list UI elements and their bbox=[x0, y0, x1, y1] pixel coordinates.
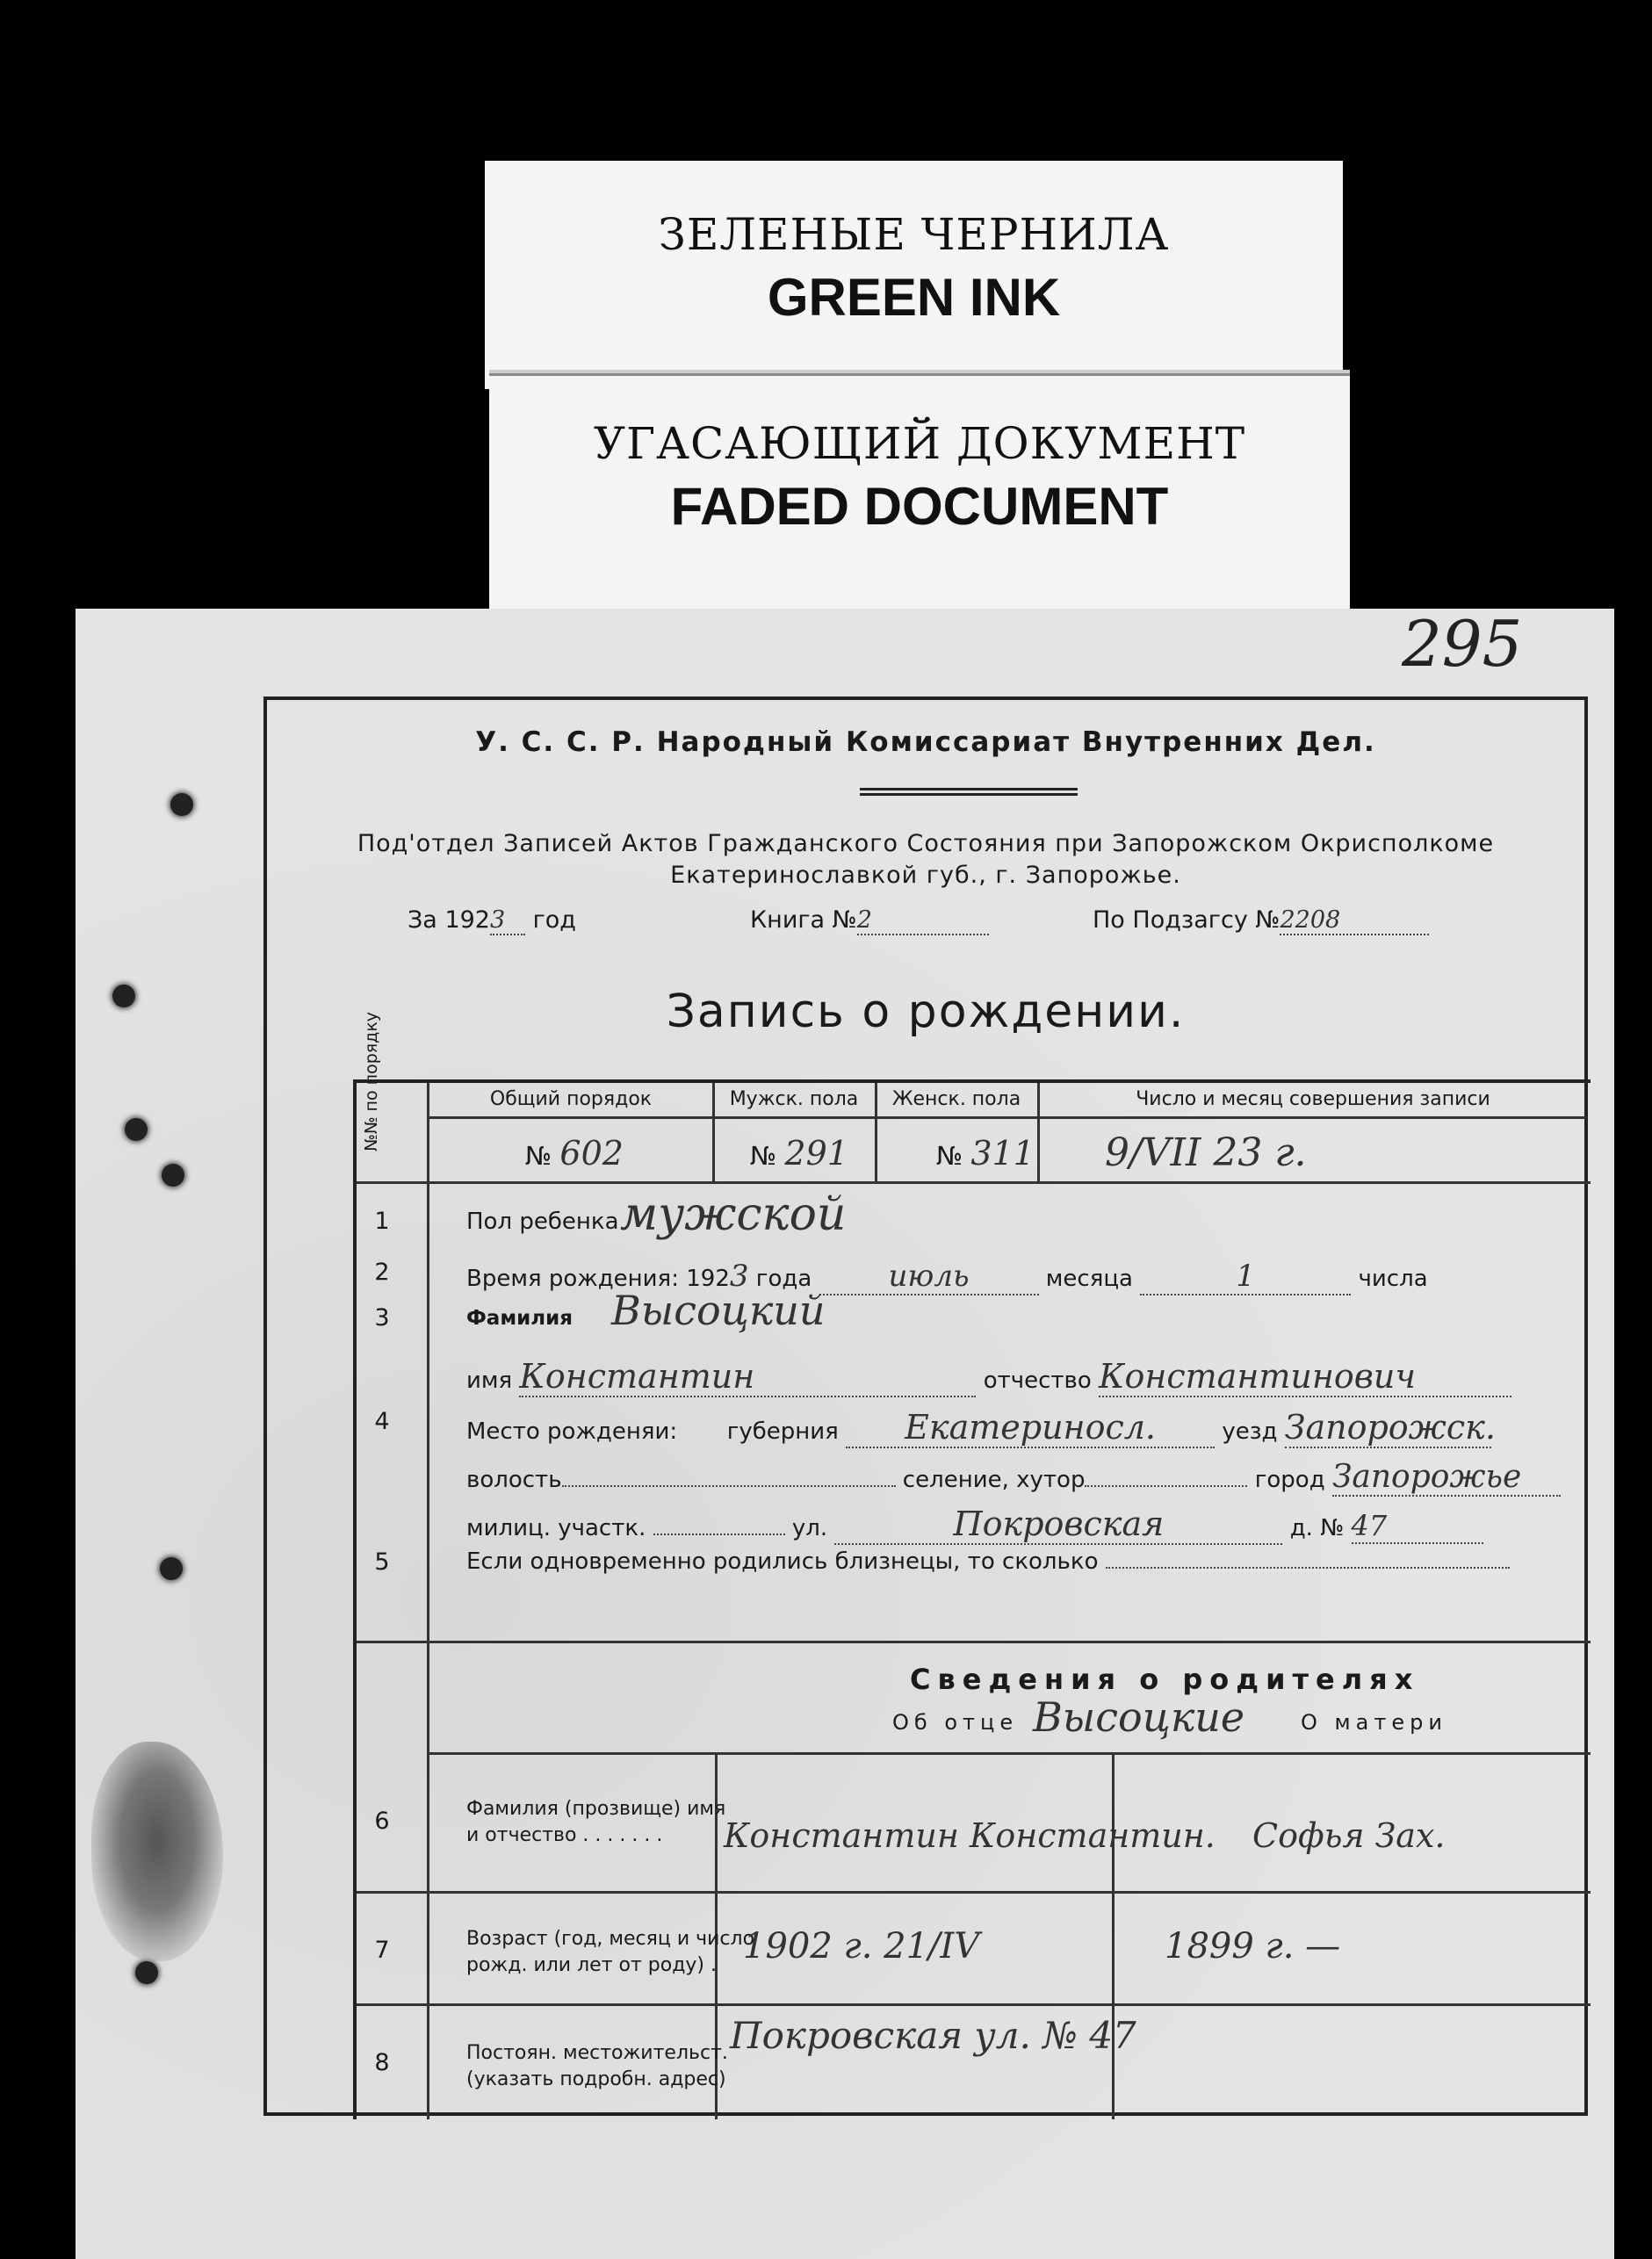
number-prefix: № bbox=[936, 1141, 963, 1171]
row-number-header: №№ по порядку bbox=[362, 1011, 381, 1151]
birth-year-prefix: 192 bbox=[686, 1266, 730, 1292]
page-number: 295 bbox=[1402, 607, 1523, 681]
table-divider bbox=[1112, 1752, 1115, 2119]
year-suffix: год bbox=[532, 906, 576, 934]
gubernia-label: губерния bbox=[726, 1418, 839, 1445]
table-divider bbox=[357, 2003, 1591, 2006]
father-age-value: 1902 г. 21/IV bbox=[743, 1926, 980, 1967]
table-divider bbox=[427, 1752, 1591, 1755]
patronymic-label: отчество bbox=[983, 1368, 1092, 1394]
row-number: 3 bbox=[374, 1304, 390, 1332]
header-department bbox=[267, 828, 1584, 891]
parents-age-label bbox=[466, 1926, 754, 1979]
punch-hole bbox=[162, 1164, 184, 1187]
parents-name-label bbox=[466, 1796, 725, 1849]
row-number: 4 bbox=[374, 1408, 390, 1435]
faded-document-label-ru: УГАСАЮЩИЙ ДОКУМЕНТ bbox=[593, 418, 1246, 469]
header-department-line: Под'отдел Записей Актов Гражданского Состояния при Запорожском Окрисполкоме bbox=[357, 830, 1495, 857]
male-number bbox=[750, 1134, 848, 1173]
militia-label: милиц. участк. bbox=[466, 1515, 646, 1541]
table-divider bbox=[427, 1083, 429, 2119]
year-label: За 192 bbox=[408, 906, 490, 934]
subtable-number bbox=[1093, 906, 1429, 935]
parents-age-label-line: рожд. или лет от роду) . bbox=[466, 1954, 717, 1976]
child-sex-label: Пол ребенка bbox=[466, 1209, 619, 1235]
header-divider bbox=[860, 793, 1078, 796]
parents-name-label-line: и отчество . . . . . . . bbox=[466, 1824, 663, 1846]
row-number: 2 bbox=[374, 1259, 390, 1286]
birth-year-suffix: года bbox=[755, 1266, 812, 1292]
selenie-label: селение, хутор bbox=[902, 1467, 1086, 1493]
birth-year-value: 3 bbox=[729, 1259, 749, 1294]
faded-document-label bbox=[489, 373, 1350, 609]
twins-label: Если одновременно родились близнецы, то сколько bbox=[466, 1548, 1099, 1575]
residence-label-line: Постоян. местожительст. bbox=[466, 2042, 728, 2064]
year-value: 3 bbox=[490, 906, 525, 935]
green-ink-label-en: GREEN INK bbox=[767, 268, 1061, 327]
surname-label: Фамилия bbox=[466, 1307, 573, 1330]
birthplace-row bbox=[466, 1408, 1496, 1448]
locality-row bbox=[466, 1459, 1561, 1497]
table-divider bbox=[357, 1641, 1591, 1643]
record-date-header: Число и месяц совершения записи bbox=[1136, 1088, 1490, 1110]
green-ink-label bbox=[485, 161, 1343, 389]
male-header: Мужск. пола bbox=[729, 1088, 859, 1110]
ink-stain bbox=[91, 1742, 223, 1961]
row-number: 1 bbox=[374, 1208, 390, 1235]
green-ink-label-ru: ЗЕЛЕНЫЕ ЧЕРНИЛА bbox=[658, 209, 1170, 260]
number-prefix: № bbox=[525, 1141, 552, 1171]
birth-month-value: июль bbox=[819, 1259, 1039, 1295]
header-divider bbox=[860, 788, 1078, 790]
uezd-value: Запорожск. bbox=[1284, 1408, 1496, 1447]
number-prefix: № bbox=[750, 1141, 777, 1171]
header-location-line: Екатеринославкой губ., г. Запорожье. bbox=[670, 862, 1181, 889]
birth-month-label: месяца bbox=[1045, 1266, 1133, 1292]
punch-hole bbox=[170, 793, 193, 816]
header-commissariat: У. С. С. Р. Народный Комиссариат Внутренних Дел. bbox=[475, 726, 1376, 758]
record-year bbox=[408, 906, 576, 935]
patronymic-value: Константинович bbox=[1099, 1357, 1511, 1397]
surname-value: Высоцкий bbox=[611, 1287, 826, 1334]
subtable-value: 2208 bbox=[1280, 906, 1429, 935]
record-date-value: 9/VII 23 г. bbox=[1105, 1130, 1307, 1175]
female-value: 311 bbox=[970, 1134, 1035, 1173]
general-order-value: 602 bbox=[559, 1134, 624, 1173]
birthplace-label: Место рожденяи: bbox=[466, 1418, 678, 1445]
punch-hole bbox=[135, 1961, 158, 1984]
mother-column-header: О матери bbox=[1301, 1710, 1447, 1735]
gubernia-value: Екатериносл. bbox=[846, 1408, 1215, 1448]
row-number: 6 bbox=[374, 1808, 390, 1835]
male-value: 291 bbox=[784, 1134, 848, 1173]
birth-record-form bbox=[263, 696, 1588, 2116]
street-label: ул. bbox=[791, 1515, 828, 1541]
row-number: 7 bbox=[374, 1937, 390, 1964]
parents-name-label-line: Фамилия (прозвище) имя bbox=[466, 1798, 726, 1820]
residence-value: Покровская ул. № 47 bbox=[730, 2014, 1136, 2057]
general-order-number bbox=[525, 1134, 624, 1173]
table-divider bbox=[427, 1116, 1586, 1119]
name-value: Константин bbox=[519, 1357, 976, 1397]
table-divider bbox=[357, 1891, 1591, 1894]
birth-time-caption: Время рождения: bbox=[466, 1266, 679, 1292]
father-name-value: Константин Константин. bbox=[724, 1816, 1216, 1855]
house-label: д. № bbox=[1289, 1515, 1345, 1541]
form-title: Запись о рождении. bbox=[666, 985, 1186, 1038]
punch-hole bbox=[125, 1118, 148, 1141]
city-value: Запорожье bbox=[1332, 1459, 1561, 1497]
city-label: город bbox=[1254, 1467, 1325, 1493]
female-header: Женск. пола bbox=[891, 1088, 1021, 1110]
punch-hole bbox=[160, 1557, 183, 1580]
parents-age-label-line: Возраст (год, месяц и число bbox=[466, 1928, 755, 1950]
book-value: 2 bbox=[857, 906, 989, 935]
street-value: Покровская bbox=[834, 1505, 1282, 1545]
residence-label-line: (указать подробн. адрес) bbox=[466, 2068, 726, 2090]
faded-document-label-en: FADED DOCUMENT bbox=[670, 477, 1169, 536]
parents-surname-value: Высоцкие bbox=[1033, 1693, 1245, 1741]
subtable-label: По Подзагсу № bbox=[1093, 906, 1280, 934]
mother-name-value: Софья Зах. bbox=[1252, 1816, 1446, 1855]
birth-day-value: 1 bbox=[1140, 1259, 1351, 1295]
address-row bbox=[466, 1505, 1483, 1545]
name-label: имя bbox=[466, 1368, 513, 1394]
row-number: 8 bbox=[374, 2049, 390, 2076]
book-label: Книга № bbox=[750, 906, 857, 934]
residence-label bbox=[466, 2040, 728, 2093]
house-value: 47 bbox=[1352, 1509, 1483, 1544]
twins-row bbox=[466, 1548, 1510, 1575]
father-column-header: Об отце bbox=[892, 1710, 1019, 1735]
uezd-label: уезд bbox=[1222, 1418, 1278, 1445]
book-number bbox=[750, 906, 989, 935]
table-divider bbox=[357, 1181, 1591, 1184]
child-sex-value: мужской bbox=[620, 1188, 847, 1241]
punch-hole bbox=[112, 985, 135, 1007]
birth-day-label: числа bbox=[1358, 1266, 1428, 1292]
general-order-header: Общий порядок bbox=[489, 1088, 653, 1110]
parents-section-title: Сведения о родителях bbox=[910, 1663, 1420, 1696]
name-row bbox=[466, 1357, 1511, 1397]
mother-age-value: 1899 г. — bbox=[1165, 1926, 1341, 1967]
row-number: 5 bbox=[374, 1548, 390, 1576]
female-number bbox=[936, 1134, 1035, 1173]
volost-label: волость bbox=[466, 1467, 562, 1493]
